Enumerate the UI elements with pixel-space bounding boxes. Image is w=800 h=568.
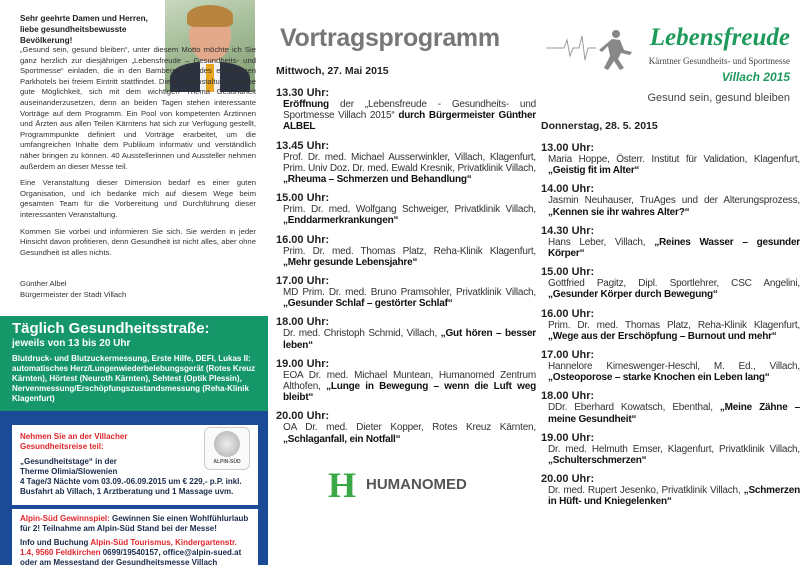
- schedule-entry: [541, 473, 800, 507]
- speaker-info: DDr. Eberhard Kowatsch, Ebenthal,: [548, 402, 720, 414]
- schedule-entry: [276, 275, 536, 309]
- humanomed-h-icon: H: [328, 464, 357, 505]
- entry-text: [276, 204, 536, 226]
- talk-title: „Schulterschmerzen“: [548, 455, 647, 467]
- schedule-entry: [541, 432, 800, 466]
- schedule-entry: [276, 316, 536, 350]
- schedule-entry: [276, 140, 536, 186]
- letter-paragraph: „Gesund sein, gesund bleiben“, unter diesem Motto möchte ich Sie ganz herzlich zur diesjährigen „Lebensfreude – Gesundheits- und Sportmesse“ einladen, die in den Bambergsälen des ehemaligen Parkhotels bei freiem Eintritt stattfindet. Diese Veranstaltung ist eine gute Möglichkeit, sich mit dem wichtigen Thema Gesundheit auseinanderzusetzen, denn an beiden Tagen stehen interessante Vorträge auf dem Programm. Ein Pool von kompetenten Ärztinnen und Ärzten aus allen Teilen Kärntens hat sich zur Verfügung gestellt, Programmpunkte definiert und Vorträge erarbeitet, um die umfangreichen Inhalte dem Publikum informativ und verständlich näher bringen zu können. 40 Ausstellerinnen und Aussteller nehmen außerdem an dieser Messe teil.: [20, 45, 256, 171]
- entry-time: 19.00 Uhr:: [541, 431, 595, 444]
- entry-time: 17.00 Uhr:: [541, 349, 595, 362]
- speaker-info: der „Lebensfreude - Gesundheits- und Sportmesse Villach 2015“: [283, 99, 536, 122]
- talk-title: „Geistig fit im Alter“: [548, 165, 640, 177]
- schedule-entry: [541, 308, 800, 342]
- greeting-line: liebe gesundheitsbewusste Bevölkerung!: [20, 25, 127, 45]
- signature-title: Bürgermeister der Stadt Villach: [20, 290, 127, 299]
- talk-title: „Meine Zähne – meine Gesundheit“: [548, 402, 800, 425]
- entry-text: [541, 154, 800, 176]
- entry-time: 15.00 Uhr:: [541, 266, 595, 279]
- speaker-info: Jasmin Neuhauser, TruAges und der Alterungsprozess,: [548, 195, 800, 207]
- schedule-entry: [276, 358, 536, 404]
- travel-offer-details: 4 Tage/3 Nächte vom 03.09.-06.09.2015 um € 229,- p.P. inkl. Busfahrt ab Villach, 1 Arztberatung und 1 Massage uvm.: [20, 477, 242, 496]
- contest-label: Alpin-Süd Gewinnspiel:: [20, 514, 110, 523]
- speaker-info: Prof. Dr. med. Michael Ausserwinkler, Villach, Klagenfurt, Prim. Univ Doz. Dr. med. Ewald Kresnik, Privatklinik Villach,: [283, 151, 536, 174]
- talk-title: „Gesunder Körper durch Bewegung“: [548, 289, 718, 301]
- brand-name: Lebensfreude: [649, 24, 790, 51]
- schedule-entry: [541, 225, 800, 259]
- page-title: Vortragsprogramm: [280, 24, 500, 52]
- info-contact: 0699/19540157, office@alpin-sued.at oder am Messestand der Gesundheitsmesse Villach: [20, 548, 242, 567]
- entry-text: [276, 99, 536, 133]
- greeting: [20, 13, 170, 46]
- entry-text: [276, 370, 536, 404]
- entry-time: 20.00 Uhr:: [276, 410, 330, 423]
- talk-title: „Wege aus der Erschöpfung – Burnout und mehr“: [548, 330, 777, 342]
- speaker-info: MD Prim. Dr. med. Bruno Pramsohler, Privatklinik Villach,: [283, 287, 536, 299]
- entry-text: [276, 422, 536, 444]
- talk-title: „Osteoporose – starke Knochen ein Leben lang“: [548, 372, 770, 384]
- entry-time: 17.00 Uhr:: [276, 275, 330, 288]
- welcome-column: [0, 0, 270, 565]
- entry-text: [276, 287, 536, 309]
- speaker-info: EOA Dr. med. Michael Muntean, Humanomed Zentrum Althofen,: [283, 369, 536, 393]
- entry-time: 18.00 Uhr:: [541, 390, 595, 403]
- talk-title: „Kennen sie ihr wahres Alter?“: [548, 206, 690, 218]
- entry-time: 14.30 Uhr:: [541, 224, 595, 237]
- health-street-hours: jeweils von 13 bis 20 Uhr: [12, 338, 131, 349]
- travel-offer-box: [12, 425, 258, 505]
- entry-time: 16.00 Uhr:: [541, 307, 595, 320]
- talk-title: „Enddarmerkrankungen“: [283, 215, 399, 227]
- lebensfreude-logo: [541, 26, 800, 98]
- entry-text: [541, 444, 800, 466]
- schedule-entry: [541, 349, 800, 383]
- talk-title: „Rheuma – Schmerzen und Behandlung“: [283, 174, 472, 186]
- speaker-info: Prim. Dr. med. Thomas Platz, Reha-Klinik Klagenfurt,: [283, 245, 536, 257]
- entry-text: [541, 195, 800, 217]
- schedule-entry: [276, 87, 536, 133]
- brand-subtitle: Kärntner Gesundheits- und Sportmesse: [648, 56, 790, 66]
- entry-text: [541, 361, 800, 383]
- entry-time: 13.00 Uhr:: [541, 142, 595, 154]
- signature: [20, 278, 126, 300]
- speaker-info: Hannelore Kimeswenger-Heschl, M. Ed., Villach,: [548, 361, 800, 373]
- health-street-title: Täglich Gesundheitsstraße:: [12, 320, 210, 337]
- speaker-info: Prim. Dr. med. Wolfgang Schweiger, Privatklinik Villach,: [283, 204, 536, 216]
- sponsor-name: HUMANOMED: [366, 476, 467, 494]
- schedule-entry: [541, 390, 800, 424]
- entry-text: [276, 328, 536, 350]
- talk-title: „Lunge in Bewegung – wenn die Luft weg bleibt“: [283, 381, 536, 404]
- talk-title: Eröffnung: [283, 99, 329, 110]
- speaker-info: Gottfried Pagitz, Dipl. Sportlehrer, CSC Angelini,: [548, 278, 800, 290]
- runner-heartbeat-icon: [546, 26, 641, 76]
- speaker-info: Prim. Dr. med. Thomas Platz, Reha-Klinik Klagenfurt,: [548, 319, 800, 331]
- speaker-info: Dr. med. Christoph Schmid, Villach,: [283, 328, 441, 340]
- talk-title: durch Bürgermeister Günther ALBEL: [283, 110, 536, 133]
- entry-text: [541, 485, 800, 507]
- speaker-info: Dr. med. Rupert Jesenko, Privatklinik Villach,: [548, 485, 744, 497]
- brand-edition: Villach 2015: [721, 70, 790, 84]
- entry-text: [541, 320, 800, 342]
- entry-time: 13.45 Uhr:: [276, 139, 330, 152]
- schedule-entry: [276, 234, 536, 268]
- talk-title: „Schlaganfall, ein Notfall“: [283, 433, 401, 445]
- motto: Gesund sein, gesund bleiben: [647, 92, 790, 104]
- talk-title: „Schmerzen in Hüft- und Kniegelenken“: [548, 485, 800, 508]
- day-heading: Donnerstag, 28. 5. 2015: [541, 120, 658, 132]
- signature-name: Günther Albel: [20, 279, 67, 288]
- speaker-info: Hans Leber, Villach,: [548, 236, 655, 248]
- greeting-line: Sehr geehrte Damen und Herren,: [20, 14, 148, 23]
- schedule-list: [276, 87, 536, 445]
- health-street-box: [0, 316, 268, 411]
- speaker-info: Maria Hoppe, Österr. Institut für Validation, Klagenfurt,: [548, 154, 800, 165]
- travel-offer-line: Therme Olimia/Slowenien: [20, 467, 118, 476]
- contest-text: Gewinnen Sie einen Wohlfühlurlaub für 2! Teilnahme am Alpin-Süd Stand bei der Messe!: [20, 514, 249, 533]
- schedule-list: [541, 142, 800, 508]
- letter-paragraph: Kommen Sie vorbei und informieren Sie sich. Sie werden in jeder Hinsicht davon profitieren, denn Gesundheit ist nicht alles, aber ohne Gesundheit ist alles nichts.: [20, 226, 256, 257]
- logo-text: ALPIN-SÜD: [213, 459, 241, 465]
- entry-text: [541, 278, 800, 300]
- entry-text: [276, 152, 536, 186]
- talk-title: „Gut hören – besser leben“: [283, 328, 536, 351]
- entry-text: [541, 237, 800, 259]
- health-street-text: Blutdruck- und Blutzuckermessung, Erste Hilfe, DEFI, Lukas II: automatisches Herz/Lungenwiederbelebungsgerät (Rotes Kreuz Kärnten), Hörtest (Neuroth Kärnten), Sehtest (Optik Plessin), Nervenmessung/Erschöpfungszustandsmessung (Reha-Klinik Klagenfurt): [12, 354, 256, 403]
- schedule-entry: [276, 192, 536, 226]
- schedule-entry: [541, 183, 800, 217]
- schedule-entry: [541, 266, 800, 300]
- entry-text: [276, 246, 536, 268]
- travel-offer-frame: [0, 411, 268, 565]
- entry-time: 15.00 Uhr:: [276, 192, 330, 205]
- entry-time: 13.30 Uhr:: [276, 87, 330, 99]
- mountain-icon: [214, 431, 240, 457]
- travel-offer-line: „Gesundheitstage“ in der: [20, 457, 117, 466]
- entry-time: 20.00 Uhr:: [541, 473, 595, 486]
- program-column-day1: [276, 0, 536, 503]
- entry-time: 14.00 Uhr:: [541, 183, 595, 196]
- speaker-info: OA Dr. med. Dieter Kopper, Rotes Kreuz Kärnten,: [283, 422, 536, 434]
- schedule-entry: [541, 142, 800, 176]
- entry-time: 18.00 Uhr:: [276, 316, 330, 329]
- entry-time: 19.00 Uhr:: [276, 357, 330, 370]
- contest-box: [12, 509, 258, 565]
- entry-time: 16.00 Uhr:: [276, 233, 330, 246]
- day-heading: Mittwoch, 27. Mai 2015: [276, 65, 389, 77]
- schedule-entry: [276, 410, 536, 444]
- entry-text: [541, 402, 800, 424]
- talk-title: „Mehr gesunde Lebensjahre“: [283, 256, 418, 268]
- humanomed-logo: [328, 464, 536, 505]
- speaker-info: Dr. med. Helmuth Emser, Klagenfurt, Privatklinik Villach,: [548, 443, 800, 455]
- letter-body: [20, 45, 256, 264]
- letter-paragraph: Eine Veranstaltung dieser Dimension bedarf es einer guten Organisation, und ich bedanke mich auf diesem Wege beim gesamten Team für die Vorbereitung und Durchführung dieser interessanten Veranstaltung.: [20, 178, 256, 219]
- talk-title: „Reines Wasser – gesunder Körper“: [548, 236, 800, 260]
- travel-intro: Nehmen Sie an der Villacher Gesundheitsreise teil:: [20, 432, 128, 451]
- info-company: Alpin-Süd Tourismus, Kindergartenstr. 1.4, 9560 Feldkirchen: [20, 538, 237, 557]
- info-label: Info und Buchung: [20, 538, 91, 547]
- talk-title: „Gesunder Schlaf – gestörter Schlaf“: [283, 298, 453, 310]
- program-column-day2: [541, 0, 800, 515]
- alpin-sued-logo: [204, 427, 250, 470]
